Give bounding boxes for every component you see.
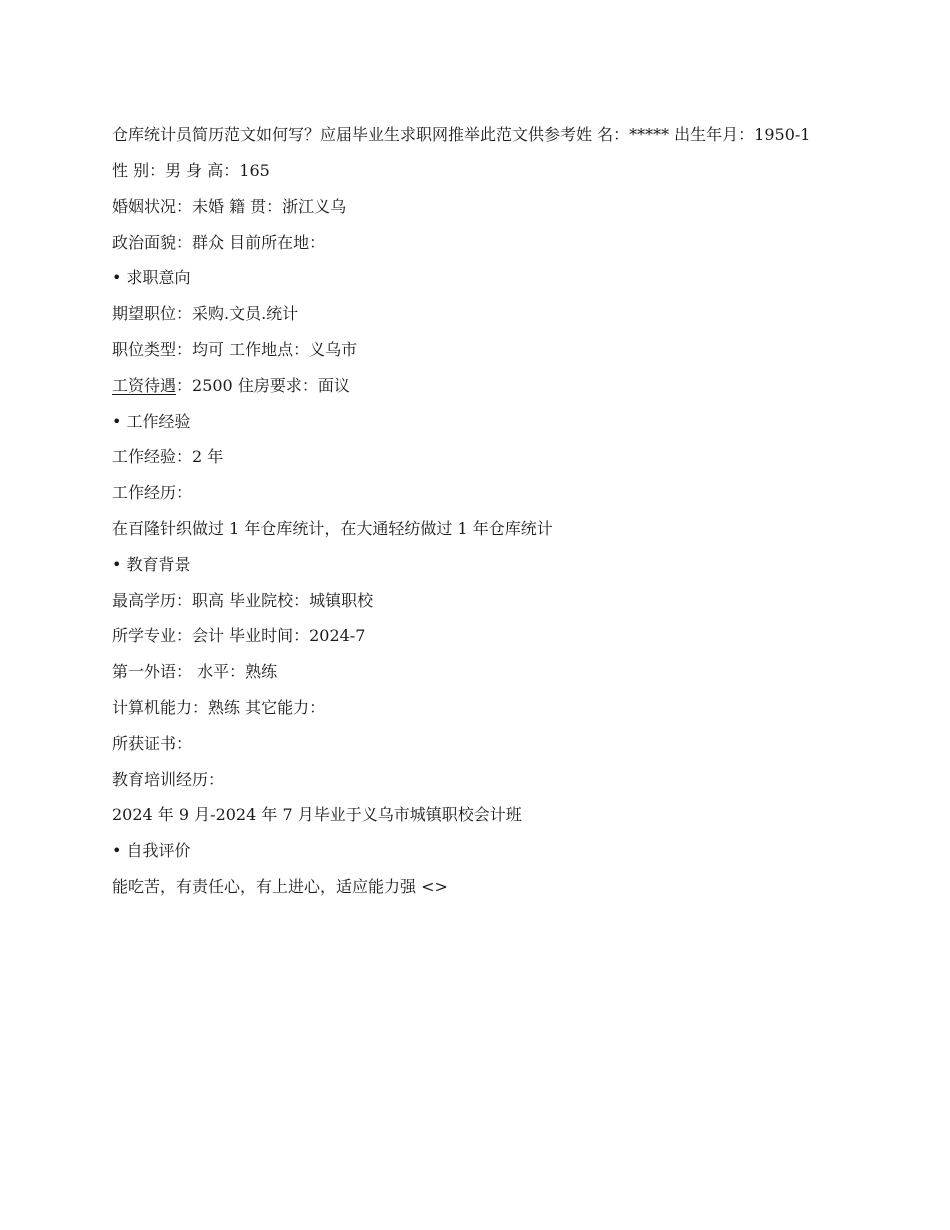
intro-paragraph: 仓库统计员简历范文如何写？应届毕业生求职网推举此范文供参考姓 名：***** 出生年月：1950-1 xyxy=(112,125,811,144)
heading-work-experience: • 工作经验 xyxy=(112,411,191,431)
salary-line xyxy=(112,375,822,397)
gender-height-line: 性 别：男 身 高：165 xyxy=(112,161,270,180)
resume-document xyxy=(112,124,822,912)
computer-skills-line: 计算机能力：熟练 其它能力： xyxy=(112,697,326,717)
heading-self-evaluation: • 自我评价 xyxy=(112,841,191,861)
training-label: 教育培训经历： xyxy=(112,769,225,789)
major-graduation-line: 所学专业：会计 毕业时间：2024-7 xyxy=(112,626,366,646)
work-history-line: 在百隆针织做过 1 年仓库统计，在大通轻纺做过 1 年仓库统计 xyxy=(112,518,553,538)
highest-education-line: 最高学历：职高 毕业院校：城镇职校 xyxy=(112,590,374,610)
salary-link[interactable]: 工资待遇 xyxy=(112,375,177,395)
political-location-line: 政治面貌：群众 目前所在地： xyxy=(112,232,326,252)
work-history-label: 工作经历： xyxy=(112,483,193,503)
heading-education: • 教育背景 xyxy=(112,554,191,574)
self-evaluation-line: 能吃苦，有责任心，有上进心，适应能力强 <> xyxy=(112,876,448,896)
experience-years-line: 工作经验：2 年 xyxy=(112,447,224,467)
desired-position-line: 期望职位：采购.文员.统计 xyxy=(112,304,299,324)
marital-origin-line: 婚姻状况：未婚 籍 贯：浙江义乌 xyxy=(112,196,347,216)
certificates-line: 所获证书： xyxy=(112,733,193,753)
heading-job-intent: • 求职意向 xyxy=(112,268,191,288)
position-type-location-line: 职位类型：均可 工作地点：义乌市 xyxy=(112,339,358,359)
salary-rest: ：2500 住房要求：面议 xyxy=(176,375,350,395)
foreign-language-line: 第一外语： 水平：熟练 xyxy=(112,662,278,682)
training-line: 2024 年 9 月-2024 年 7 月毕业于义乌市城镇职校会计班 xyxy=(112,805,522,825)
